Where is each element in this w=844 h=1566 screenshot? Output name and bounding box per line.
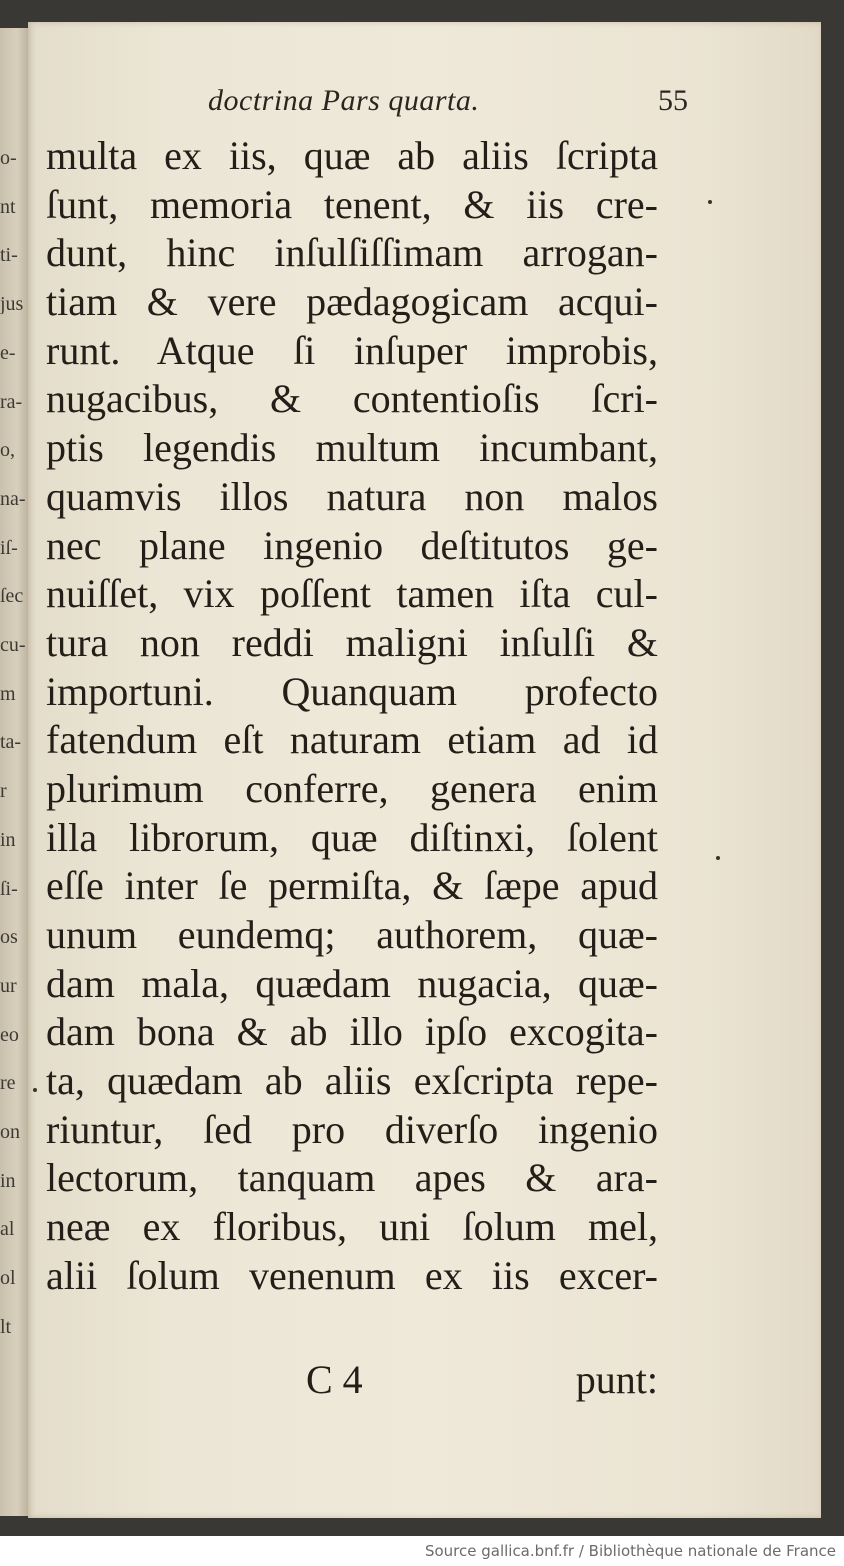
text-line: dam mala, quædam nugacia, quæ-: [46, 960, 658, 1006]
facing-page-fragment: ſi-: [0, 878, 18, 899]
text-line: fatendum eſt naturam etiam ad id: [46, 717, 658, 763]
text-line: eſſe inter ſe permiſta, & ſæpe apud: [46, 863, 658, 909]
facing-page-fragment: nt: [0, 196, 16, 217]
facing-page-fragment: iſ-: [0, 537, 18, 558]
ink-speck: [33, 1088, 37, 1092]
facing-page-fragment: in: [0, 829, 16, 850]
text-line: tiam & vere pædagogicam acqui-: [46, 279, 658, 325]
facing-page-fragment: r: [0, 781, 7, 802]
text-line: importuni. Quanquam profecto: [46, 668, 658, 714]
text-line: nugacibus, & contentioſis ſcri-: [46, 376, 658, 422]
text-line: plurimum conferre, genera enim: [46, 765, 658, 811]
book-page: [28, 22, 821, 1518]
text-line: ſunt, memoria tenent, & iis cre-: [46, 181, 658, 227]
facing-page-fragment: m: [0, 683, 16, 704]
text-line: tura non reddi maligni inſulſi &: [46, 619, 658, 665]
text-line: quamvis illos natura non malos: [46, 473, 658, 519]
facing-page-fragment: e-: [0, 342, 16, 363]
body-text: [46, 132, 658, 1301]
facing-page-fragment: ti-: [0, 245, 18, 266]
source-credit: Source gallica.bnf.fr / Bibliothèque nationale de France: [424, 1542, 836, 1560]
facing-page-fragment: os: [0, 927, 18, 948]
text-line: riuntur, ſed pro diverſo ingenio: [46, 1106, 658, 1152]
catchword: punt:: [575, 1357, 658, 1402]
facing-page-fragment: cu-: [0, 635, 26, 655]
text-line: runt. Atque ſi inſuper improbis,: [46, 327, 658, 373]
ink-speck: [716, 856, 720, 860]
facing-page-fragment: ol: [0, 1268, 16, 1289]
facing-page-fragment: o-: [0, 148, 17, 168]
facing-page-fragment: jus: [0, 294, 24, 315]
ink-speck: [708, 200, 712, 204]
facing-page-fragment: ur: [0, 975, 17, 996]
text-line: alii ſolum venenum ex iis excer-: [46, 1252, 658, 1298]
text-line: nuiſſet, vix poſſent tamen iſta cul-: [46, 571, 658, 617]
text-line: lectorum, tanquam apes & ara-: [46, 1155, 658, 1201]
facing-page-fragment: ra-: [0, 391, 23, 412]
text-line: neæ ex floribus, uni ſolum mel,: [46, 1204, 658, 1250]
text-line: unum eundemq; authorem, quæ-: [46, 912, 658, 957]
text-line: multa ex iis, quæ ab aliis ſcripta: [46, 133, 658, 178]
page-footer: [46, 1356, 658, 1404]
facing-page-fragment: na-: [0, 488, 26, 509]
text-line: ptis legendis multum incumbant,: [46, 425, 658, 471]
text-line: ta, quædam ab aliis exſcripta repe-: [46, 1058, 658, 1104]
facing-page-fragment: in: [0, 1170, 16, 1191]
text-line: dunt, hinc inſulſiſſimam arrogan-: [46, 230, 658, 276]
facing-page-fragment: o,: [0, 440, 15, 461]
facing-page-fragment: re: [0, 1073, 16, 1094]
facing-page-fragment: ta-: [0, 732, 22, 753]
facing-page-fragment: al: [0, 1219, 15, 1240]
facing-page-edge: [0, 28, 28, 1516]
text-line: illa librorum, quæ diſtinxi, ſolent: [46, 814, 658, 860]
facing-page-fragment: ſec: [0, 586, 24, 607]
facing-page-fragment: eo: [0, 1024, 19, 1045]
text-line: nec plane ingenio deſtitutos ge-: [46, 522, 658, 568]
facing-page-fragment: on: [0, 1122, 20, 1142]
source-credit-bar: [0, 1536, 844, 1566]
text-line: dam bona & ab illo ipſo excogita-: [46, 1009, 658, 1055]
signature-mark: C 4: [306, 1357, 363, 1402]
page-header: [178, 84, 688, 124]
running-head: doctrina Pars quarta.: [208, 84, 480, 117]
facing-page-fragment: lt: [0, 1316, 12, 1337]
page-number: 55: [658, 84, 688, 117]
